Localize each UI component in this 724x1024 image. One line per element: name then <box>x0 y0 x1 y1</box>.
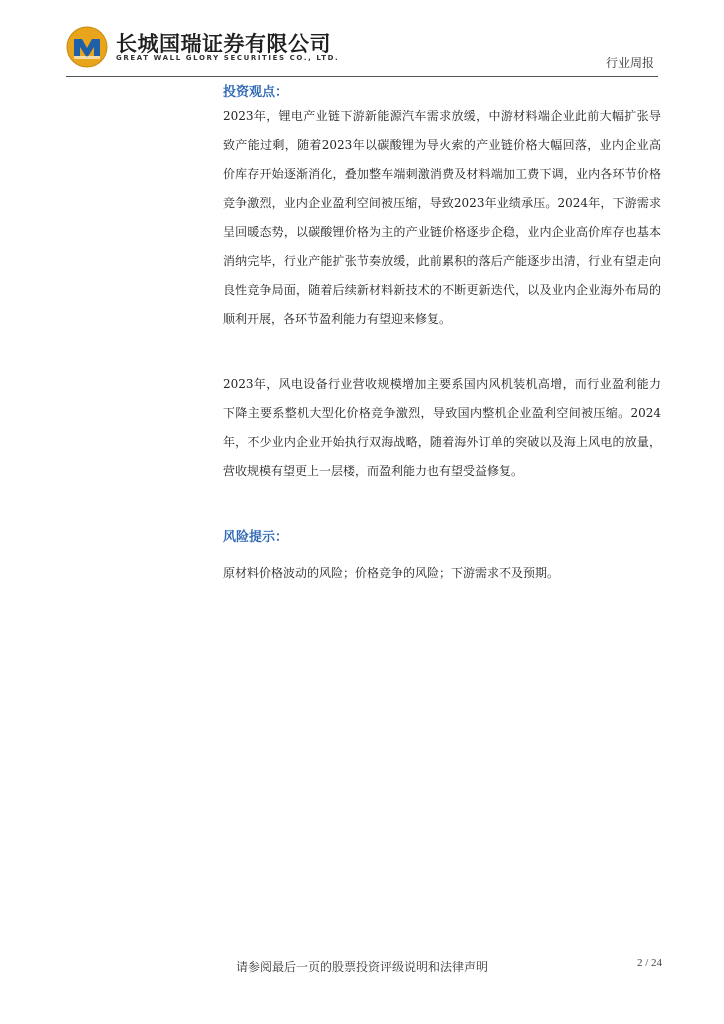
page-header <box>0 0 724 80</box>
report-type-label: 行业周报 <box>605 56 654 70</box>
invest-paragraph-lithium: 2023年，锂电产业链下游新能源汽车需求放缓，中游材料端企业此前大幅扩张导致产能过剩，随着2023年以碳酸锂为导火索的产业链价格大幅回落，业内企业高价库存开始逐渐消化，叠加整车端刺激消费及材料端加工费下调，业内各环节价格竞争激烈，业内企业盈利空间被压缩，导致2023年业绩承压。2024年，下游需求呈回暖态势，以碳酸锂价格为主的产业链价格逐步企稳，业内企业高价库存也基本消纳完毕，行业产能扩张节奏放缓，此前累积的落后产能逐步出清，行业有望走向良性竞争局面，随着后续新材料新技术的不断更新迭代，以及业内企业海外布局的顺利开展，各环节盈利能力有望迎来修复。 <box>223 109 661 326</box>
footer-disclaimer: 请参阅最后一页的股票投资评级说明和法律声明 <box>235 960 488 974</box>
risk-heading: 风险提示： <box>223 530 289 545</box>
invest-paragraph-wind: 2023年，风电设备行业营收规模增加主要系国内风机装机高增，而行业盈利能力下降主要系整机大型化价格竞争激烈，导致国内整机企业盈利空间被压缩。2024年，不少业内企业开始执行双海战略，随着海外订单的突破以及海上风电的放量，营收规模有望更上一层楼，而盈利能力也有望受益修复。 <box>223 377 661 478</box>
risk-paragraph: 原材料价格波动的风险；价格竞争的风险；下游需求不及预期。 <box>223 566 560 580</box>
header-divider <box>66 76 658 77</box>
page-number: 2 / 24 <box>636 957 662 969</box>
brand-name-cn: 长城国瑞证券有限公司 <box>116 32 331 56</box>
great-wall-glory-logo-icon <box>66 26 108 68</box>
invest-view-heading: 投资观点： <box>223 85 289 100</box>
brand-name-en: GREAT WALL GLORY SECURITIES CO., LTD. <box>116 54 340 62</box>
